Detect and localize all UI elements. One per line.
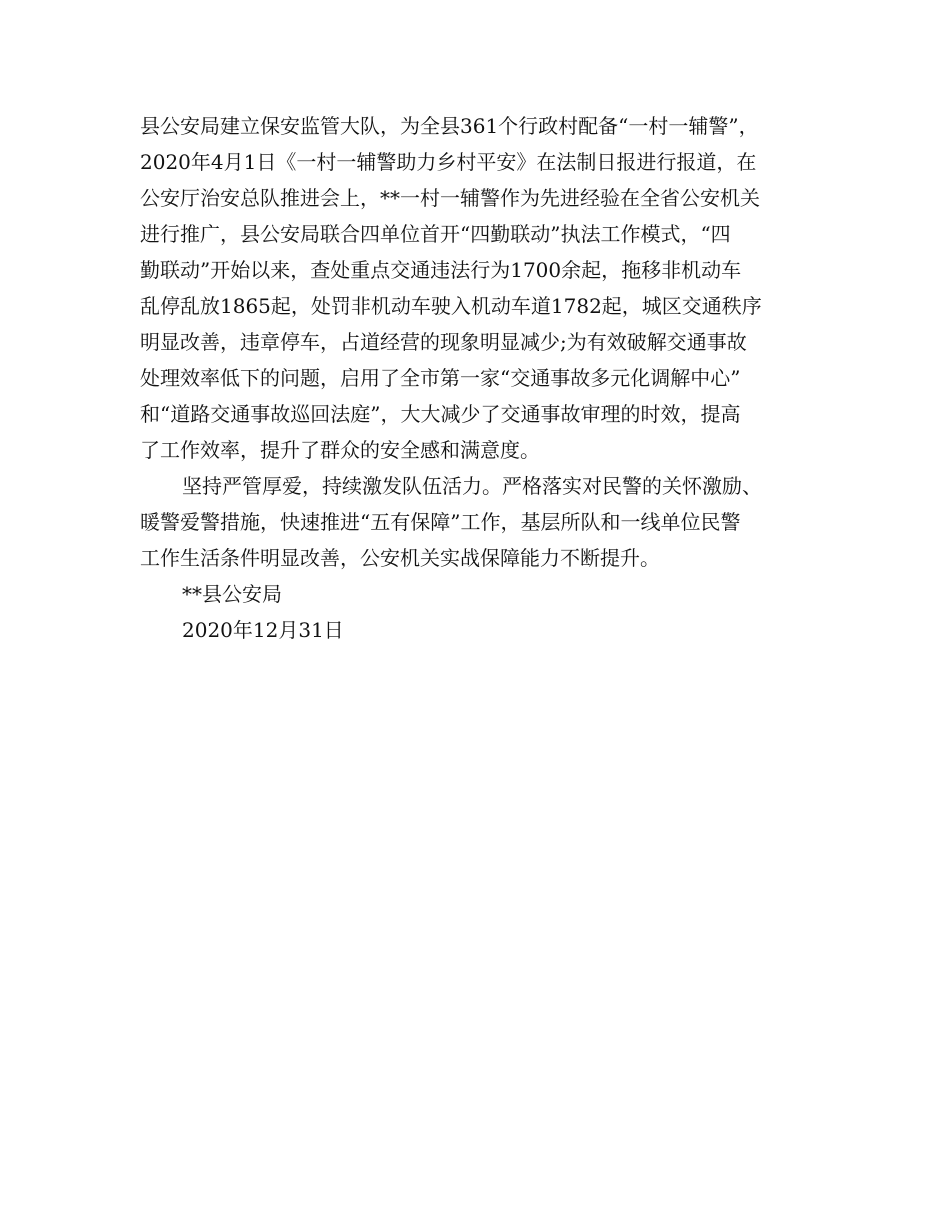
signature-block bbox=[140, 576, 820, 648]
paragraph-team-care bbox=[140, 468, 820, 576]
text-line: 工作生活条件明显改善，公安机关实战保障能力不断提升。 bbox=[140, 546, 660, 570]
signature-organization: **县公安局 bbox=[182, 582, 282, 606]
text-line: 了工作效率，提升了群众的安全感和满意度。 bbox=[140, 438, 540, 462]
text-line: 公安厅治安总队推进会上，**一村一辅警作为先进经验在全省公安机关 bbox=[140, 186, 760, 210]
text-line: 暖警爱警措施，快速推进“五有保障”工作，基层所队和一线单位民警 bbox=[140, 510, 741, 534]
document-body bbox=[140, 108, 820, 648]
signature-date: 2020年12月31日 bbox=[182, 618, 344, 642]
text-line: 乱停乱放1865起，处罚非机动车驶入机动车道1782起，城区交通秩序 bbox=[140, 294, 762, 318]
text-line: 和“道路交通事故巡回法庭”，大大减少了交通事故审理的时效，提高 bbox=[140, 402, 741, 426]
text-line: 进行推广，县公安局联合四单位首开“四勤联动”执法工作模式，“四 bbox=[140, 222, 731, 246]
text-line: 县公安局建立保安监管大队，为全县361个行政村配备“一村一辅警”， bbox=[140, 114, 759, 138]
text-line: 勤联动”开始以来，查处重点交通违法行为1700余起，拖移非机动车 bbox=[140, 258, 742, 282]
text-line: 坚持严管厚爱，持续激发队伍活力。严格落实对民警的关怀激励、 bbox=[182, 474, 762, 498]
text-line: 处理效率低下的问题，启用了全市第一家“交通事故多元化调解中心” bbox=[140, 366, 741, 390]
text-line: 2020年4月1日《一村一辅警助力乡村平安》在法制日报进行报道，在 bbox=[140, 150, 757, 174]
text-line: 明显改善，违章停车，占道经营的现象明显减少;为有效破解交通事故 bbox=[140, 330, 747, 354]
paragraph-traffic-management bbox=[140, 108, 820, 468]
